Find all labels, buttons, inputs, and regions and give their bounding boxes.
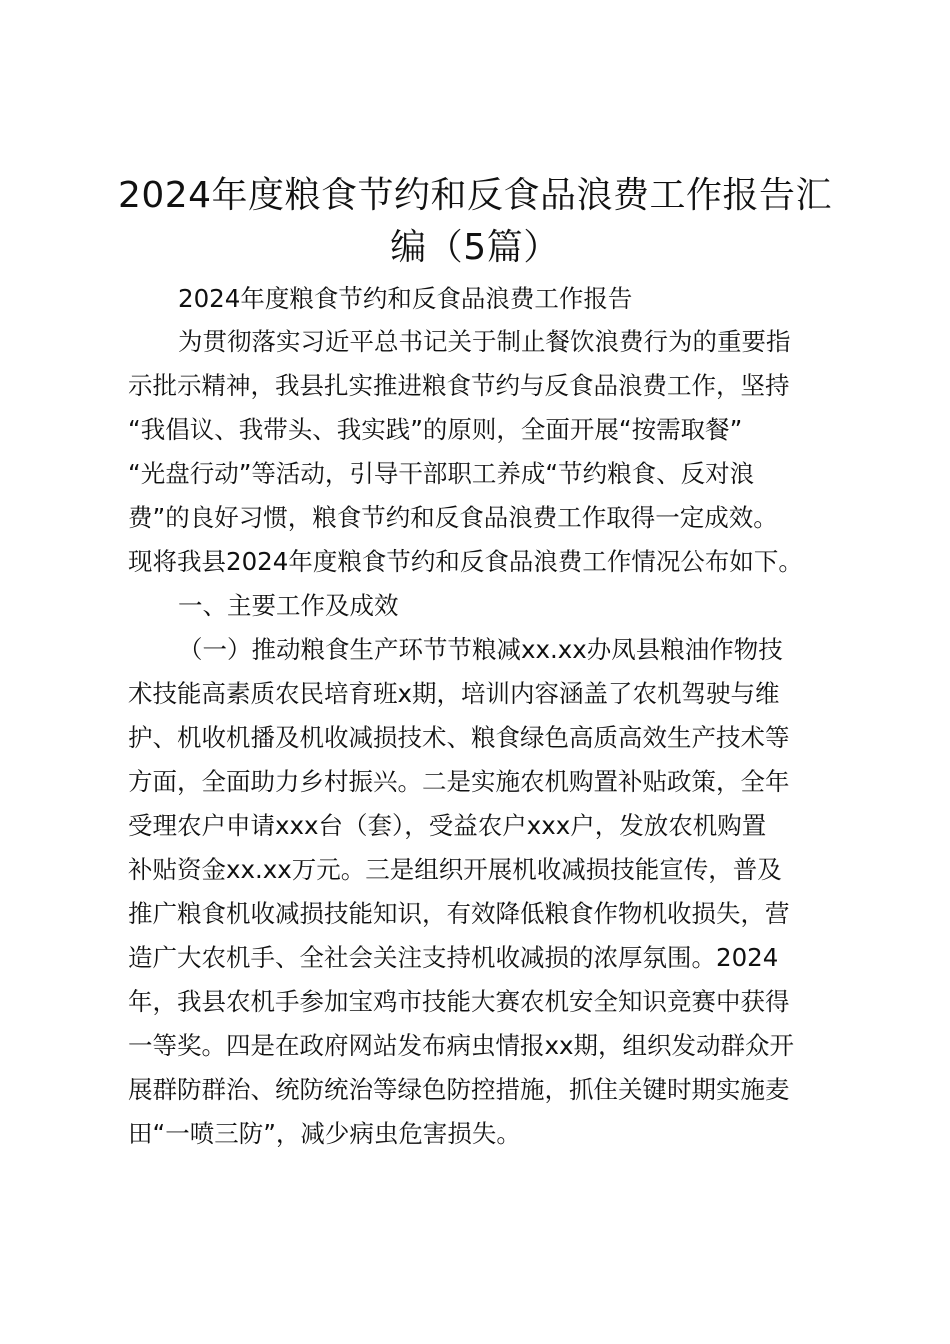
body-line: 补贴资金xx.xx万元。三是组织开展机收减损技能宣传，普及 bbox=[128, 855, 782, 884]
body-line: 造广大农机手、全社会关注支持机收减损的浓厚氛围。2024 bbox=[128, 943, 779, 972]
body-line: “光盘行动”等活动，引导干部职工养成“节约粮食、反对浪 bbox=[128, 459, 755, 488]
section-heading: 一、主要工作及成效 bbox=[178, 591, 399, 620]
body-line: 费”的良好习惯，粮食节约和反食品浪费工作取得一定成效。 bbox=[128, 503, 778, 532]
body-line: 术技能高素质农民培育班x期，培训内容涵盖了农机驾驶与维 bbox=[128, 679, 780, 708]
body-line: （一）推动粮食生产环节节粮减xx.xx办凤县粮油作物技 bbox=[178, 635, 783, 664]
body-line: 年，我县农机手参加宝鸡市技能大赛农机安全知识竞赛中获得 bbox=[128, 987, 790, 1016]
body-line: 田“一喷三防”，减少病虫危害损失。 bbox=[128, 1119, 521, 1148]
body-line: 示批示精神，我县扎实推进粮食节约与反食品浪费工作，坚持 bbox=[128, 371, 790, 400]
body-line: 推广粮食机收减损技能知识，有效降低粮食作物机收损失，营 bbox=[128, 899, 790, 928]
body-line: 方面，全面助力乡村振兴。二是实施农机购置补贴政策，全年 bbox=[128, 767, 790, 796]
report-subtitle: 2024年度粮食节约和反食品浪费工作报告 bbox=[178, 284, 633, 313]
body-line: 护、机收机播及机收减损技术、粮食绿色高质高效生产技术等 bbox=[128, 723, 790, 752]
body-line: “我倡议、我带头、我实践”的原则，全面开展“按需取餐” bbox=[128, 415, 743, 444]
document-title-line-2: 编（5篇） bbox=[390, 227, 560, 268]
body-line: 一等奖。四是在政府网站发布病虫情报xx期，组织发动群众开 bbox=[128, 1031, 794, 1060]
body-line: 受理农户申请xxx台（套），受益农户xxx户，发放农机购置 bbox=[128, 811, 767, 840]
body-line: 展群防群治、统防统治等绿色防控措施，抓住关键时期实施麦 bbox=[128, 1075, 790, 1104]
document-title-line-1: 2024年度粮食节约和反食品浪费工作报告汇 bbox=[117, 175, 833, 216]
body-line: 现将我县2024年度粮食节约和反食品浪费工作情况公布如下。 bbox=[128, 547, 803, 576]
body-line: 为贯彻落实习近平总书记关于制止餐饮浪费行为的重要指 bbox=[178, 327, 791, 356]
